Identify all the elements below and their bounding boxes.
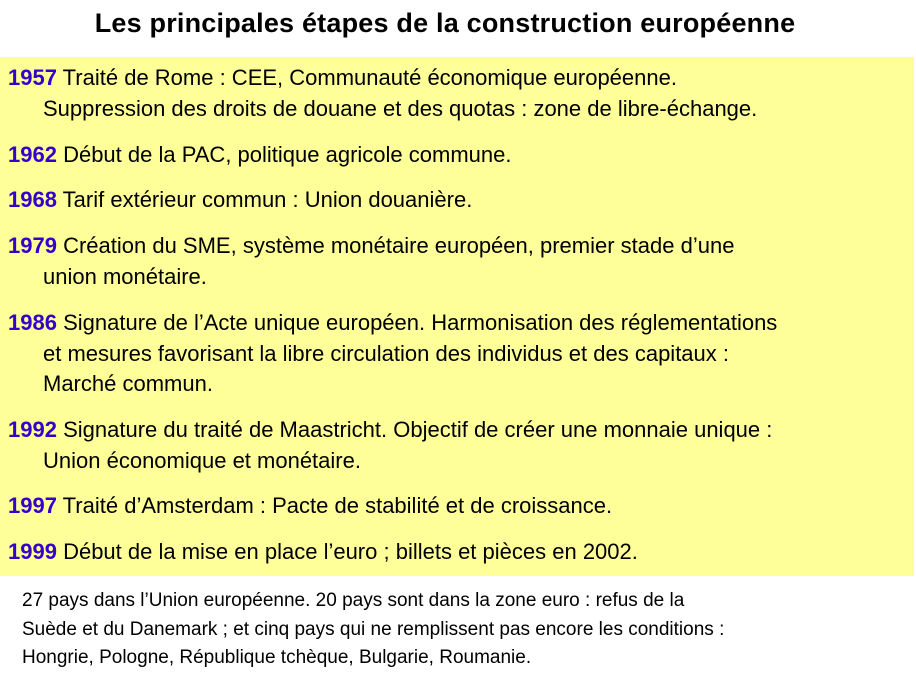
page-title: Les principales étapes de la construction européenne <box>94 8 796 38</box>
timeline-entry-1992 <box>8 415 908 476</box>
entry-first-line <box>8 537 908 568</box>
entry-first-line <box>8 231 908 262</box>
timeline-entry-1999 <box>8 537 908 568</box>
timeline-entry-1957 <box>8 63 908 124</box>
entry-text: Signature de l’Acte unique européen. Harmonisation des réglementations <box>63 310 778 335</box>
timeline-entry-1979 <box>8 231 908 292</box>
footnote-line: 27 pays dans l’Union européenne. 20 pays sont dans la zone euro : refus de la <box>22 590 685 611</box>
entry-continuation-line: union monétaire. <box>43 263 207 289</box>
entry-text: Début de la mise en place l’euro ; billets et pièces en 2002. <box>63 539 638 564</box>
entry-text: Tarif extérieur commun : Union douanière. <box>62 187 473 212</box>
entry-text: Traité d’Amsterdam : Pacte de stabilité et de croissance. <box>62 493 613 518</box>
entry-text: Traité de Rome : CEE, Communauté économique européenne. <box>62 65 677 90</box>
entry-year: 1992 <box>8 417 57 442</box>
entry-continuation-line: Suppression des droits de douane et des quotas : zone de libre-échange. <box>43 95 758 121</box>
entry-continuation-line: Union économique et monétaire. <box>43 447 361 473</box>
entry-first-line <box>8 308 908 339</box>
footnote-line: Hongrie, Pologne, République tchèque, Bulgarie, Roumanie. <box>22 647 532 668</box>
entry-year: 1968 <box>8 187 57 212</box>
entry-year: 1957 <box>8 65 57 90</box>
entry-year: 1979 <box>8 233 57 258</box>
timeline-panel <box>0 57 914 576</box>
entry-text: Début de la PAC, politique agricole commune. <box>63 142 512 167</box>
entry-text: Création du SME, système monétaire européen, premier stade d’une <box>63 233 735 258</box>
entry-first-line <box>8 63 908 94</box>
entry-first-line <box>8 185 908 216</box>
entry-year: 1962 <box>8 142 57 167</box>
entry-continuation-line: et mesures favorisant la libre circulation des individus et des capitaux : <box>43 340 730 366</box>
footnote <box>22 587 902 673</box>
timeline-entry-1962 <box>8 140 908 171</box>
timeline-entry-1968 <box>8 185 908 216</box>
entry-year: 1999 <box>8 539 57 564</box>
entry-first-line <box>8 140 908 171</box>
entry-first-line <box>8 415 908 446</box>
entry-year: 1986 <box>8 310 57 335</box>
entry-text: Signature du traité de Maastricht. Objectif de créer une monnaie unique : <box>63 417 773 442</box>
entry-first-line <box>8 491 908 522</box>
footnote-line: Suède et du Danemark ; et cinq pays qui ne remplissent pas encore les conditions : <box>22 618 725 640</box>
entry-continuation-line: Marché commun. <box>43 371 213 396</box>
timeline-entry-1997 <box>8 491 908 522</box>
entry-year: 1997 <box>8 493 57 518</box>
timeline-entry-1986 <box>8 308 908 400</box>
